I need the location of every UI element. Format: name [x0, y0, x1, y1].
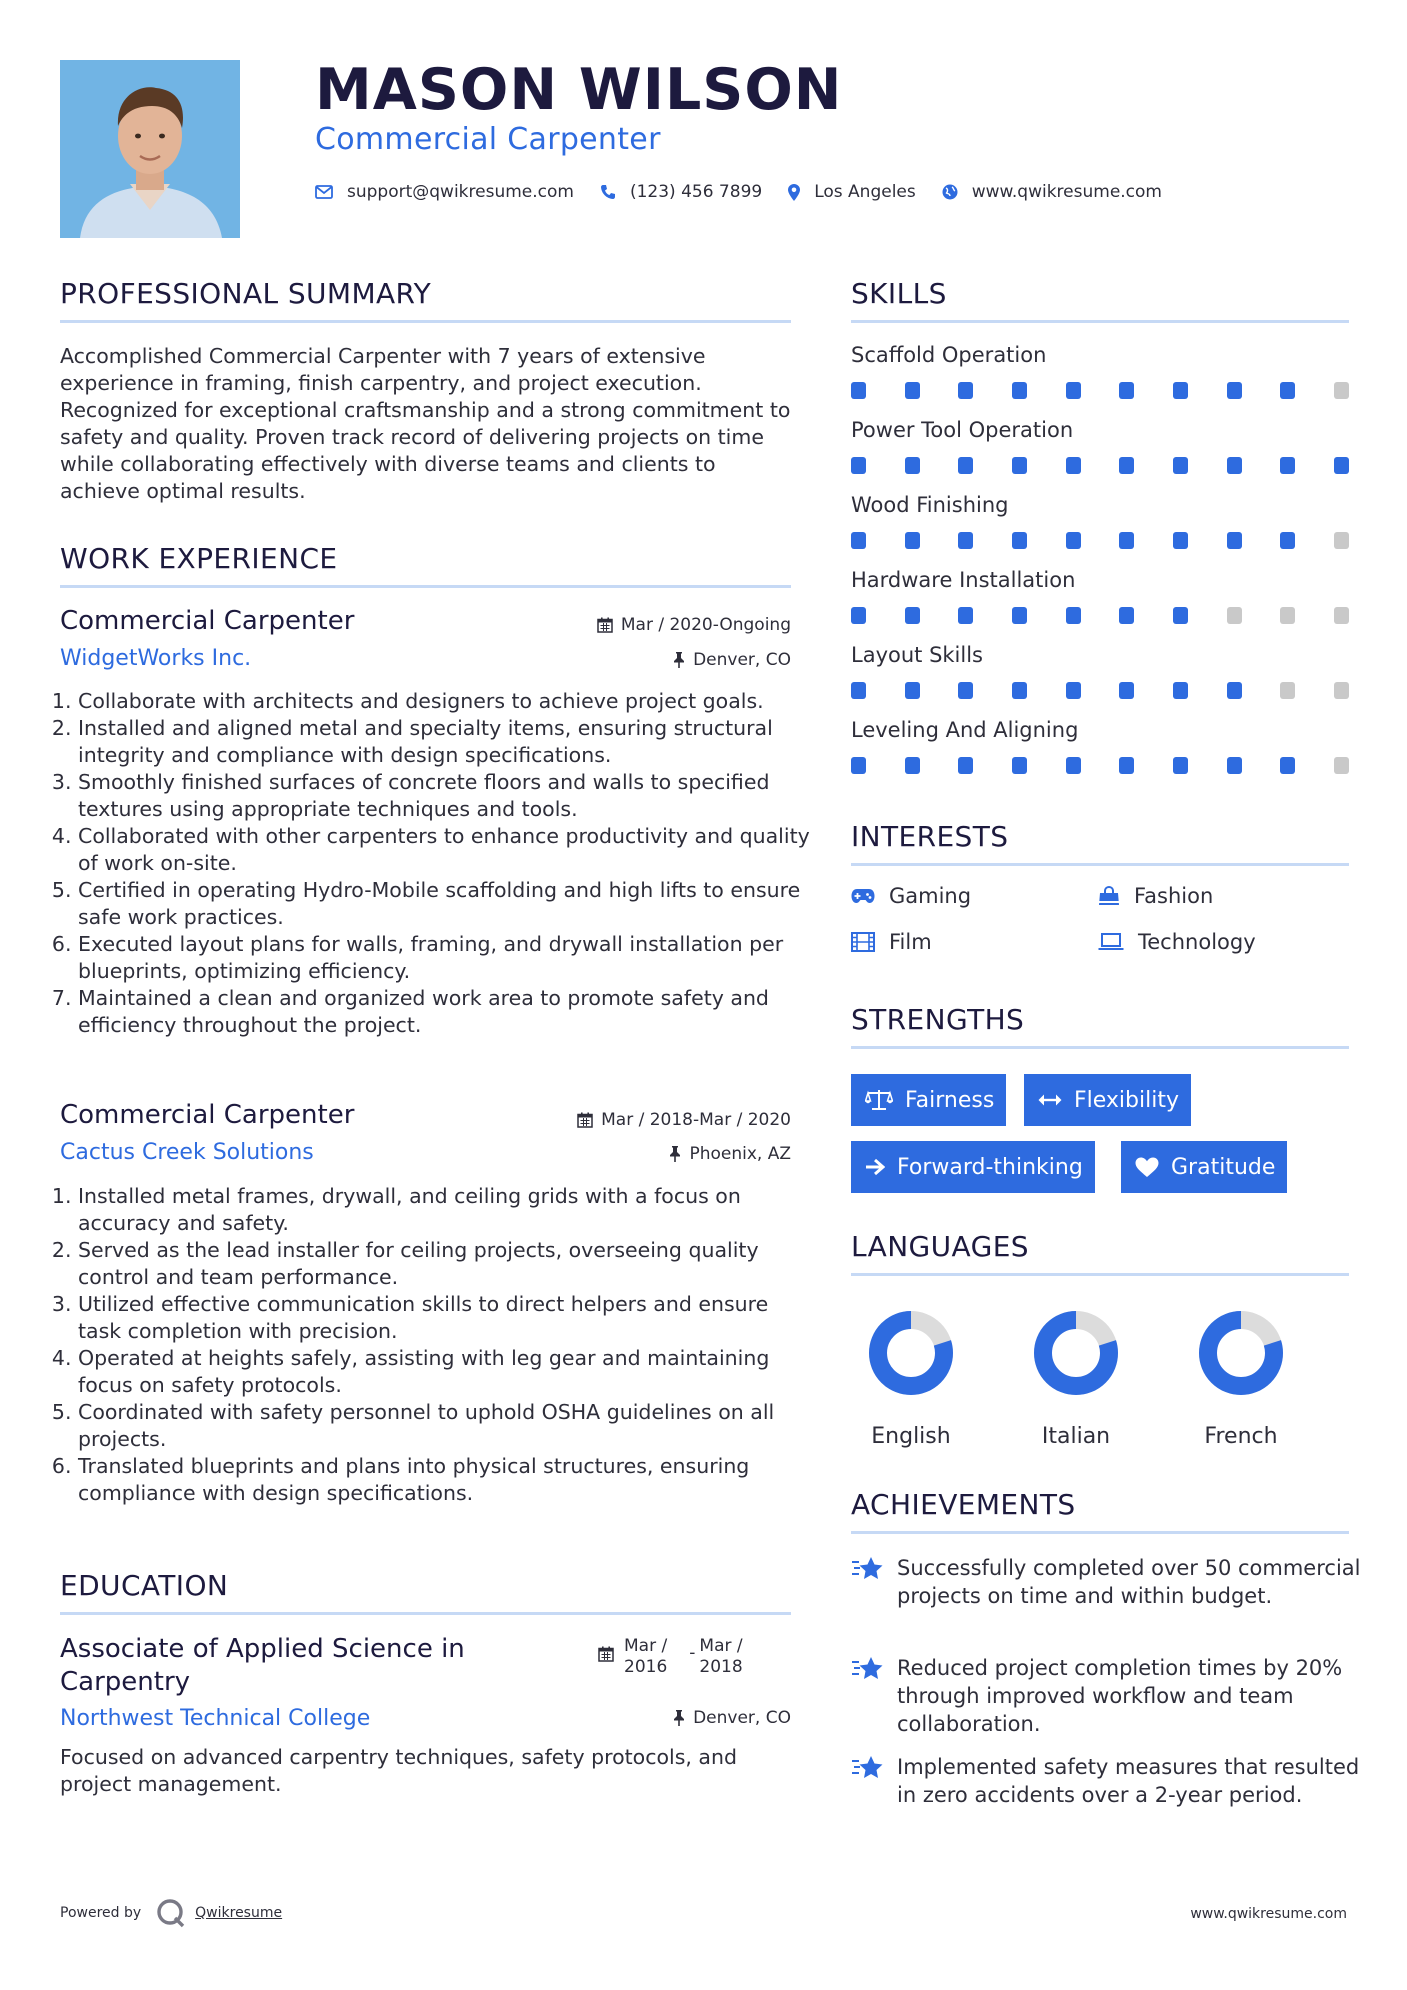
- skill-dot-empty: [1334, 682, 1349, 699]
- skill-dot-filled: [1227, 757, 1242, 774]
- interests-divider: [851, 863, 1349, 866]
- skill-dot-filled: [851, 757, 866, 774]
- achievement-text: Successfully completed over 50 commercial projects on time and within budget.: [897, 1556, 1361, 1608]
- pushpin-icon: [669, 1146, 681, 1162]
- arrows-horizontal-icon: [1038, 1093, 1062, 1107]
- interest-label: Film: [889, 930, 932, 954]
- strength-chip: [851, 1141, 1095, 1193]
- skill-dot-filled: [851, 382, 866, 399]
- skill-dot-empty: [1334, 382, 1349, 399]
- skill-dot-filled: [1012, 457, 1027, 474]
- skill-dot-filled: [905, 607, 920, 624]
- contact-location-text: Los Angeles: [814, 182, 916, 202]
- job-duty: 2. Installed and aligned metal and specialty items, ensuring structural integrity and compliance with design specifications.: [78, 715, 813, 769]
- job-duty: 3. Smoothly finished surfaces of concrete floors and walls to specified textures using appropriate techniques and tools.: [78, 769, 813, 823]
- skill-dot-filled: [958, 757, 973, 774]
- skill-dot-empty: [1227, 607, 1242, 624]
- heart-icon: [1135, 1157, 1159, 1178]
- language-name: French: [1204, 1424, 1278, 1449]
- education-location: [673, 1708, 791, 1728]
- degree-title: [60, 1633, 465, 1699]
- skill-dot-filled: [1173, 607, 1188, 624]
- job-title: Commercial Carpenter: [60, 606, 355, 636]
- achievement-text: Implemented safety measures that resulted in zero accidents over a 2-year period.: [897, 1755, 1360, 1807]
- contact-email[interactable]: [315, 182, 574, 202]
- skill-dot-filled: [1280, 757, 1295, 774]
- skill-dot-filled: [905, 382, 920, 399]
- education-start-year: 2016: [624, 1657, 668, 1677]
- skill-dot-filled: [1334, 457, 1349, 474]
- powered-by-text: Powered by: [60, 1905, 142, 1921]
- language-item: [1016, 1308, 1136, 1449]
- skill-dot-filled: [958, 532, 973, 549]
- degree-title-line2: Carpentry: [60, 1667, 191, 1697]
- job-duty: 6. Executed layout plans for walls, framing, and drywall installation per blueprints, optimizing efficiency.: [78, 931, 813, 985]
- skill-dot-filled: [905, 457, 920, 474]
- skill-dot-filled: [1173, 757, 1188, 774]
- skill-dot-empty: [1280, 682, 1295, 699]
- summary-heading: PROFESSIONAL SUMMARY: [60, 277, 432, 310]
- skill-dot-filled: [1173, 532, 1188, 549]
- education-dates: [598, 1636, 743, 1678]
- skill-dot-filled: [1119, 532, 1134, 549]
- gamepad-icon: [851, 888, 875, 904]
- skill-dot-filled: [1119, 457, 1134, 474]
- interests-heading: INTERESTS: [851, 820, 1009, 853]
- calendar-icon: [577, 1112, 593, 1128]
- skills-divider: [851, 320, 1349, 323]
- contact-location: [788, 182, 916, 202]
- education-description: Focused on advanced carpentry techniques, safety protocols, and project management.: [60, 1745, 738, 1796]
- shopping-bag-icon: [1098, 886, 1120, 906]
- education-description-block: [60, 1744, 805, 1798]
- education-start-date: [624, 1636, 667, 1678]
- contact-website-text: www.qwikresume.com: [971, 182, 1162, 202]
- strengths-heading: STRENGTHS: [851, 1003, 1025, 1036]
- experience-heading: WORK EXPERIENCE: [60, 542, 338, 575]
- film-icon: [851, 932, 875, 952]
- skill-dot-filled: [1066, 457, 1081, 474]
- job-dates-text: Mar / 2018-Mar / 2020: [601, 1110, 791, 1130]
- job-duty: 7. Maintained a clean and organized work area to promote safety and efficiency throughout the project.: [78, 985, 813, 1039]
- skill-dot-filled: [1280, 382, 1295, 399]
- summary-section: [60, 343, 800, 505]
- skill-dot-filled: [851, 607, 866, 624]
- skill-dot-filled: [1012, 382, 1027, 399]
- skill-dot-filled: [1280, 457, 1295, 474]
- skill-dot-filled: [1119, 757, 1134, 774]
- strength-label: Fairness: [905, 1087, 995, 1113]
- interest-item: [851, 884, 971, 908]
- job-duty: 5. Certified in operating Hydro-Mobile scaffolding and high lifts to ensure safe work practices.: [78, 877, 813, 931]
- achievement-item: [851, 1753, 1361, 1809]
- skill-dot-filled: [1227, 532, 1242, 549]
- job-duty: 4. Collaborated with other carpenters to enhance productivity and quality of work on-site.: [78, 823, 813, 877]
- skill-dot-filled: [1227, 682, 1242, 699]
- job-duty: 2. Served as the lead installer for ceiling projects, overseeing quality control and team performance.: [78, 1237, 813, 1291]
- job-duty: 4. Operated at heights safely, assisting with leg gear and maintaining focus on safety protocols.: [78, 1345, 813, 1399]
- skill-dot-empty: [1334, 607, 1349, 624]
- job-duty: 5. Coordinated with safety personnel to uphold OSHA guidelines on all projects.: [78, 1399, 813, 1453]
- interest-item: [1098, 884, 1213, 908]
- achievement-text: Reduced project completion times by 20% through improved workflow and team collaboration.: [897, 1656, 1343, 1736]
- achievement-item: [851, 1654, 1361, 1738]
- star-trophy-icon: [851, 1656, 885, 1682]
- star-trophy-icon: [851, 1755, 885, 1781]
- job-dates: [597, 615, 791, 635]
- skill-dot-filled: [1173, 682, 1188, 699]
- skill-name: Power Tool Operation: [851, 418, 1074, 442]
- phone-icon: [600, 184, 616, 200]
- skill-dot-filled: [1066, 382, 1081, 399]
- profile-photo-illustration: [60, 60, 240, 238]
- skill-rating: [851, 607, 1349, 625]
- star-trophy-icon: [851, 1556, 885, 1582]
- skill-dot-filled: [1012, 757, 1027, 774]
- education-end-year: 2018: [699, 1657, 743, 1677]
- map-marker-icon: [788, 184, 800, 201]
- skill-dot-filled: [851, 682, 866, 699]
- calendar-icon: [597, 617, 613, 633]
- skill-dot-filled: [1173, 382, 1188, 399]
- skill-rating: [851, 532, 1349, 550]
- interest-label: Technology: [1138, 930, 1256, 954]
- language-proficiency-donut: [1196, 1308, 1286, 1398]
- summary-divider: [60, 320, 791, 323]
- skill-dot-filled: [958, 682, 973, 699]
- language-item: [851, 1308, 971, 1449]
- skill-dot-filled: [1227, 382, 1242, 399]
- skill-dot-filled: [1012, 532, 1027, 549]
- skill-dot-filled: [851, 532, 866, 549]
- skill-dot-filled: [1012, 607, 1027, 624]
- language-name: Italian: [1041, 1424, 1111, 1449]
- skill-name: Layout Skills: [851, 643, 983, 667]
- job-duties-list: [60, 1183, 813, 1507]
- skill-rating: [851, 382, 1349, 400]
- skill-dot-filled: [905, 757, 920, 774]
- strength-chip: [1121, 1141, 1287, 1193]
- interest-item: [851, 930, 932, 954]
- skill-dot-filled: [1173, 457, 1188, 474]
- job-location-text: Denver, CO: [693, 650, 791, 670]
- contact-email-text: support@qwikresume.com: [347, 182, 574, 202]
- candidate-title: Commercial Carpenter: [315, 122, 661, 157]
- skill-name: Leveling And Aligning: [851, 718, 1079, 742]
- strengths-divider: [851, 1046, 1349, 1049]
- skill-dot-filled: [1280, 532, 1295, 549]
- company-name: Cactus Creek Solutions: [60, 1140, 314, 1165]
- skill-dot-filled: [905, 682, 920, 699]
- laptop-icon: [1098, 933, 1124, 951]
- languages-heading: LANGUAGES: [851, 1230, 1029, 1263]
- strength-chip: [851, 1074, 1006, 1126]
- job-location-text: Phoenix, AZ: [689, 1144, 791, 1164]
- job-dates: [577, 1110, 791, 1130]
- job-duty: 6. Translated blueprints and plans into physical structures, ensuring compliance with design specifications.: [78, 1453, 813, 1507]
- skill-dot-filled: [1066, 682, 1081, 699]
- skill-dot-filled: [1012, 682, 1027, 699]
- language-name: English: [871, 1424, 951, 1449]
- balance-scale-icon: [865, 1089, 893, 1111]
- skill-name: Scaffold Operation: [851, 343, 1047, 367]
- job-dates-text: Mar / 2020-Ongoing: [620, 615, 791, 635]
- achievements-heading: ACHIEVEMENTS: [851, 1488, 1076, 1521]
- interest-item: [1098, 930, 1256, 954]
- education-heading: EDUCATION: [60, 1569, 229, 1602]
- skill-rating: [851, 757, 1349, 775]
- summary-text: Accomplished Commercial Carpenter with 7 years of extensive experience in framing, finish carpentry, and project execution. Recognized for exceptional craftsmanship and a strong commitment to safety and quality. Proven track record of delivering projects on time while collaborating effectively with diverse teams and clients to achieve optimal results.: [60, 344, 791, 503]
- interest-label: Fashion: [1134, 884, 1214, 908]
- skill-dot-filled: [905, 532, 920, 549]
- strength-label: Flexibility: [1074, 1087, 1179, 1113]
- languages-divider: [851, 1273, 1349, 1276]
- skill-dot-empty: [1334, 757, 1349, 774]
- experience-divider: [60, 585, 791, 588]
- contact-bar: [315, 180, 1188, 204]
- skill-dot-filled: [958, 382, 973, 399]
- strength-chip: [1024, 1074, 1191, 1126]
- company-name: WidgetWorks Inc.: [60, 646, 252, 671]
- skill-dot-filled: [958, 607, 973, 624]
- skill-dot-filled: [851, 457, 866, 474]
- language-proficiency-donut: [1031, 1308, 1121, 1398]
- interest-label: Gaming: [889, 884, 972, 908]
- qwikresume-link[interactable]: Qwikresume: [195, 1905, 283, 1921]
- education-end-date: [699, 1636, 742, 1678]
- skill-name: Wood Finishing: [851, 493, 1009, 517]
- arrow-right-icon: [865, 1158, 885, 1176]
- job-duty: 3. Utilized effective communication skills to direct helpers and ensure task completion with precision.: [78, 1291, 813, 1345]
- skill-dot-filled: [1066, 607, 1081, 624]
- job-duties-list: [60, 688, 813, 1039]
- job-duty: 1. Installed metal frames, drywall, and ceiling grids with a focus on accuracy and safety.: [78, 1183, 813, 1237]
- calendar-icon: [598, 1646, 614, 1662]
- footer-website[interactable]: www.qwikresume.com: [1190, 1906, 1347, 1922]
- language-item: [1181, 1308, 1301, 1449]
- strength-label: Forward-thinking: [897, 1154, 1083, 1180]
- skill-dot-empty: [1280, 607, 1295, 624]
- education-end-month: Mar /: [699, 1636, 743, 1656]
- skill-dot-empty: [1334, 532, 1349, 549]
- education-start-month: Mar /: [624, 1636, 668, 1656]
- education-divider: [60, 1612, 791, 1615]
- profile-photo: [60, 60, 240, 238]
- skill-rating: [851, 682, 1349, 700]
- achievement-item: [851, 1554, 1361, 1610]
- skill-name: Hardware Installation: [851, 568, 1076, 592]
- skill-dot-filled: [1119, 682, 1134, 699]
- job-location: [673, 650, 791, 670]
- education-date-separator: -: [689, 1643, 696, 1663]
- education-location-text: Denver, CO: [693, 1708, 791, 1728]
- job-location: [669, 1144, 791, 1164]
- degree-title-line1: Associate of Applied Science in: [60, 1634, 465, 1664]
- skill-dot-filled: [1066, 532, 1081, 549]
- envelope-icon: [315, 185, 333, 199]
- pushpin-icon: [673, 652, 685, 668]
- skill-rating: [851, 457, 1349, 475]
- skill-dot-filled: [1066, 757, 1081, 774]
- skill-dot-filled: [1119, 382, 1134, 399]
- contact-phone[interactable]: [600, 182, 762, 202]
- skill-dot-filled: [1119, 607, 1134, 624]
- qwikresume-logo-icon: [155, 1898, 187, 1928]
- school-name: Northwest Technical College: [60, 1706, 371, 1731]
- skill-dot-filled: [958, 457, 973, 474]
- achievements-divider: [851, 1531, 1349, 1534]
- skill-dot-filled: [1227, 457, 1242, 474]
- strength-label: Gratitude: [1171, 1154, 1276, 1180]
- candidate-name: MASON WILSON: [315, 57, 843, 123]
- language-proficiency-donut: [866, 1308, 956, 1398]
- footer-branding: [60, 1898, 282, 1928]
- contact-phone-text: (123) 456 7899: [629, 182, 763, 202]
- skills-heading: SKILLS: [851, 277, 947, 310]
- job-duty: 1. Collaborate with architects and designers to achieve project goals.: [78, 688, 813, 715]
- globe-icon: [942, 184, 958, 200]
- job-title: Commercial Carpenter: [60, 1100, 355, 1130]
- contact-website[interactable]: [942, 182, 1162, 202]
- pushpin-icon: [673, 1710, 685, 1726]
